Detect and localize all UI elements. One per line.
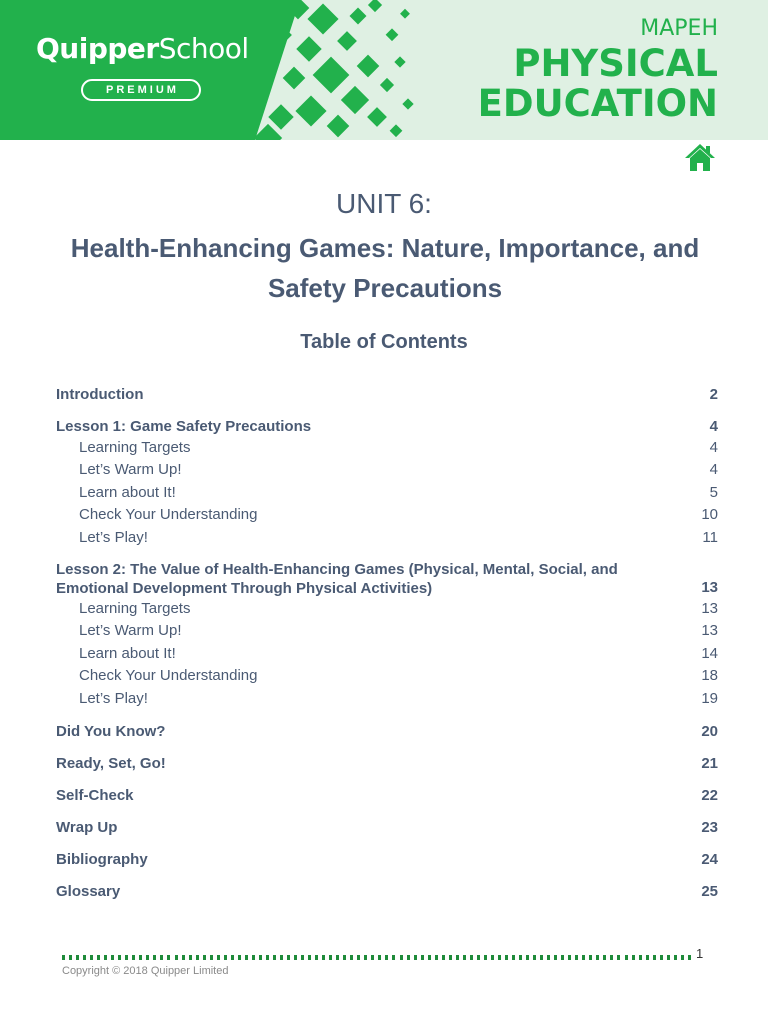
footer-dot: [90, 955, 93, 960]
footer-dot: [322, 955, 325, 960]
footer-dot: [224, 955, 227, 960]
footer-dot: [357, 955, 360, 960]
footer-dot: [111, 955, 114, 960]
toc-entry-page: 21: [701, 755, 718, 773]
footer-dot: [414, 955, 417, 960]
footer-dot: [252, 955, 255, 960]
footer-dot: [407, 955, 410, 960]
footer-dot: [210, 955, 213, 960]
footer-dot: [69, 955, 72, 960]
toc-entry-label: Check Your Understanding: [79, 667, 258, 685]
footer-dot: [266, 955, 269, 960]
premium-badge: PREMIUM: [81, 79, 201, 101]
toc-entry[interactable]: [56, 785, 718, 806]
toc-subentry[interactable]: [56, 527, 718, 549]
toc-entry-page: 13: [701, 600, 718, 618]
footer-dot: [273, 955, 276, 960]
footer-dot: [596, 955, 599, 960]
toc-entry[interactable]: [56, 817, 718, 838]
footer-dot: [378, 955, 381, 960]
footer-dot: [196, 955, 199, 960]
footer-dot: [646, 955, 649, 960]
toc-entry-page: 18: [701, 667, 718, 685]
footer-dot: [83, 955, 86, 960]
footer-dot: [203, 955, 206, 960]
footer-dot: [667, 955, 670, 960]
footer-dot: [435, 955, 438, 960]
toc-entry-page: 13: [701, 622, 718, 640]
toc-entry-page: 20: [701, 723, 718, 741]
footer-dot: [575, 955, 578, 960]
footer-dot: [421, 955, 424, 960]
footer-dot: [547, 955, 550, 960]
footer-dot: [132, 955, 135, 960]
toc-entry-page: 22: [701, 787, 718, 805]
toc-entry-label: Glossary: [56, 883, 121, 901]
footer-dot: [617, 955, 620, 960]
footer-dot: [329, 955, 332, 960]
footer-dot: [217, 955, 220, 960]
table-of-contents: [56, 384, 718, 902]
toc-entry-page: 24: [701, 851, 718, 869]
footer-dot: [589, 955, 592, 960]
footer-dot: [97, 955, 100, 960]
footer-dot: [385, 955, 388, 960]
toc-entry[interactable]: [56, 849, 718, 870]
footer-dot: [498, 955, 501, 960]
toc-entry-page: 10: [701, 506, 718, 524]
toc-entry-label: Introduction: [56, 386, 144, 403]
toc-entry-label: Learning Targets: [79, 439, 191, 456]
toc-entry[interactable]: [56, 721, 718, 742]
footer-dot: [568, 955, 571, 960]
footer-dot: [512, 955, 515, 960]
footer-dot: [674, 955, 677, 960]
toc-subentry[interactable]: [56, 620, 718, 642]
toc-entry-label: Did You Know?: [56, 723, 166, 741]
footer-dot: [603, 955, 606, 960]
footer-dot: [139, 955, 142, 960]
footer-dot: [392, 955, 395, 960]
footer-dot: [259, 955, 262, 960]
toc-entry-page: 11: [702, 528, 718, 546]
footer-dot: [470, 955, 473, 960]
toc-subentry[interactable]: [56, 665, 718, 687]
footer-dot: [625, 955, 628, 960]
footer-dot: [125, 955, 128, 960]
toc-entry-page: 23: [701, 819, 718, 837]
brand-school: School: [158, 32, 249, 65]
toc-subentry[interactable]: [56, 504, 718, 526]
toc-entry[interactable]: [56, 384, 718, 405]
toc-entry-label: Learn about It!: [79, 644, 176, 662]
toc-subentry[interactable]: [56, 482, 718, 504]
footer-dot: [62, 955, 65, 960]
footer-dot: [118, 955, 121, 960]
footer-dot: [688, 955, 691, 960]
footer-dot: [167, 955, 170, 960]
page-number: 1: [696, 946, 704, 961]
toc-entry-label: Bibliography: [56, 851, 148, 869]
footer-dot: [463, 955, 466, 960]
toc-entry-label: Check Your Understanding: [79, 506, 258, 524]
footer-dot: [442, 955, 445, 960]
footer-dot: [582, 955, 585, 960]
footer-dot: [554, 955, 557, 960]
toc-entry-page: 5: [709, 483, 718, 501]
footer-dot: [456, 955, 459, 960]
footer-dot: [428, 955, 431, 960]
footer-dot: [484, 955, 487, 960]
footer-dot: [400, 955, 403, 960]
toc-entry-label: Lesson 1: Game Safety Precautions: [56, 418, 312, 435]
toc-entry-page: 13: [701, 579, 718, 597]
copyright-notice: Copyright © 2018 Quipper Limited: [62, 965, 229, 977]
footer-dot: [160, 955, 163, 960]
toc-entry-page: 19: [701, 689, 718, 707]
toc-subentry[interactable]: [56, 688, 718, 710]
toc-entry-label: Let’s Play!: [79, 528, 148, 546]
toc-subentry[interactable]: [56, 459, 718, 481]
footer-dot: [660, 955, 663, 960]
footer-dot: [449, 955, 452, 960]
toc-heading: Table of Contents: [300, 331, 468, 353]
toc-subentry[interactable]: [56, 598, 718, 620]
footer-dot: [175, 955, 178, 960]
footer-dot: [231, 955, 234, 960]
toc-entry-page: 25: [701, 883, 718, 901]
footer-dot: [533, 955, 536, 960]
footer-dot: [371, 955, 374, 960]
toc-entry[interactable]: [56, 881, 718, 902]
page-header: [0, 0, 768, 140]
toc-entry[interactable]: [56, 416, 718, 437]
footer-dot: [540, 955, 543, 960]
footer-dot: [315, 955, 318, 960]
footer-dot: [364, 955, 367, 960]
toc-entry-label: Lesson 2: The Value of Health-Enhancing Games (Physical, Mental, Social, and Emotional Development Through Physical Activities): [56, 561, 618, 598]
toc-entry-page: 4: [709, 439, 718, 456]
footer-dot: [336, 955, 339, 960]
toc-entry[interactable]: [56, 753, 718, 774]
footer-dot: [146, 955, 149, 960]
footer-dot: [76, 955, 79, 960]
toc-entry-label: Self-Check: [56, 787, 134, 805]
footer-dot: [301, 955, 304, 960]
footer-dot: [308, 955, 311, 960]
footer-dot: [653, 955, 656, 960]
footer-dot: [561, 955, 564, 960]
toc-entry-label: Let’s Play!: [79, 689, 148, 707]
footer-dot: [505, 955, 508, 960]
footer-dot: [477, 955, 480, 960]
footer-dot: [245, 955, 248, 960]
toc-entry-page: 4: [709, 461, 718, 479]
subject-title: PHYSICAL EDUCATION: [477, 42, 718, 125]
toc-subentry[interactable]: [56, 437, 718, 459]
footer-dot: [153, 955, 156, 960]
toc-entry-page: 2: [709, 386, 718, 403]
toc-entry-page: 4: [709, 418, 718, 435]
footer-dot: [491, 955, 494, 960]
subject-label: MAPEH: [640, 16, 718, 41]
toc-entry-label: Wrap Up: [56, 819, 118, 837]
footer-dot: [681, 955, 684, 960]
toc-entry-page: 14: [701, 644, 718, 662]
brand-quipper: Quipper: [36, 32, 159, 65]
toc-entry-label: Let’s Warm Up!: [79, 461, 182, 479]
footer-dotted-rule: [62, 955, 692, 960]
footer-dot: [632, 955, 635, 960]
footer-dot: [610, 955, 613, 960]
toc-entry[interactable]: [56, 560, 718, 598]
footer-dot: [182, 955, 185, 960]
footer-dot: [104, 955, 107, 960]
unit-subtitle: Health-Enhancing Games: Nature, Importance, and Safety Precautions: [70, 233, 700, 303]
footer-dot: [526, 955, 529, 960]
footer-dot: [350, 955, 353, 960]
toc-entry-label: Ready, Set, Go!: [56, 755, 166, 773]
footer-dot: [519, 955, 522, 960]
toc-subentry[interactable]: [56, 643, 718, 665]
home-icon[interactable]: [684, 142, 716, 172]
footer-dot: [639, 955, 642, 960]
toc-entry-label: Learning Targets: [79, 600, 191, 618]
footer-dot: [189, 955, 192, 960]
footer-dot: [238, 955, 241, 960]
footer-dot: [294, 955, 297, 960]
footer-dot: [287, 955, 290, 960]
toc-entry-label: Let’s Warm Up!: [79, 622, 182, 640]
unit-title: UNIT 6:: [336, 188, 432, 219]
quipper-school-logo: [36, 32, 249, 65]
footer-dot: [280, 955, 283, 960]
toc-entry-label: Learn about It!: [79, 483, 176, 501]
footer-dot: [343, 955, 346, 960]
